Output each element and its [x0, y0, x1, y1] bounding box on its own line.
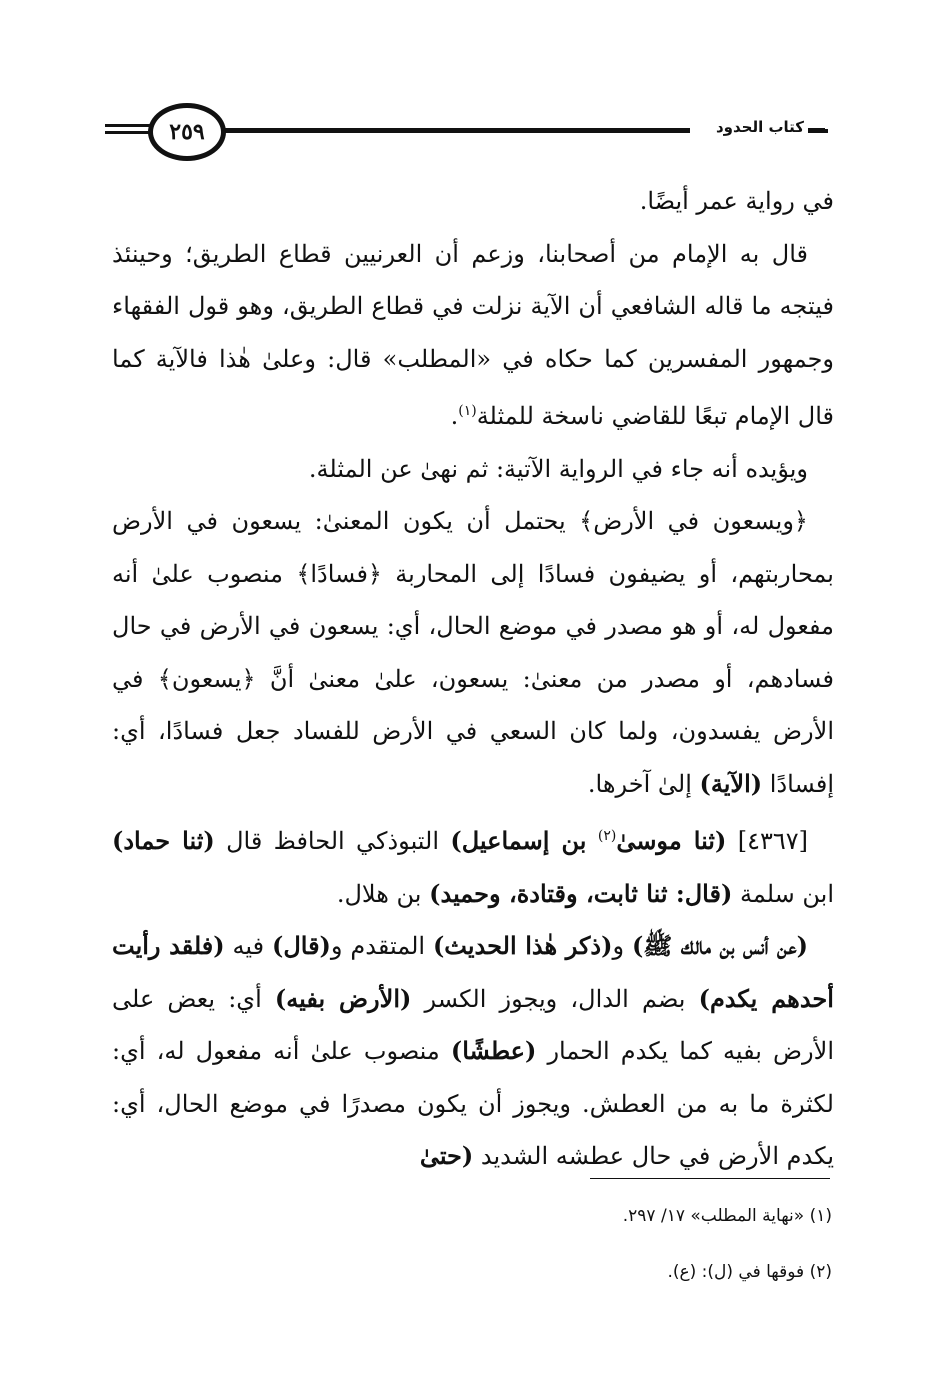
- page-number: [148, 103, 226, 161]
- paragraph-2: [112, 228, 834, 443]
- paragraph-4: [112, 495, 834, 810]
- p6-bold-5: (الأرض بفيه): [274, 983, 412, 1013]
- header-double-rule: [105, 124, 153, 134]
- p6-bold-2: (ذكر هٰذا الحديث): [432, 931, 613, 960]
- hadith-number: [٤٣٦٧]: [737, 827, 809, 855]
- p5-bold-4: (قال: ثنا ثابت، وقتادة، وحميد): [429, 878, 733, 908]
- footnote-1: (١) «نهاية المطلب» ١٧/ ٢٩٧.: [622, 1206, 832, 1226]
- p6-text-2: المتقدم و: [330, 932, 426, 960]
- p6-bold-4: (فلقد رأيت أحدهم يكدم): [112, 931, 834, 1013]
- page-number-text: ٢٥٩: [169, 119, 205, 145]
- p6-text-4: بضم الدال، ويجوز الكسر: [424, 984, 686, 1013]
- p5-text-3: بن هلال.: [336, 879, 422, 908]
- p6-text-3: فيه: [232, 932, 265, 960]
- p6-bold-6: (عطشًا): [450, 1036, 537, 1065]
- paragraph-4-bold: (الآية): [699, 768, 763, 798]
- p6-bold-3: (قال): [271, 931, 331, 960]
- paragraph-6: [112, 920, 834, 1183]
- footnote-ref-2[interactable]: (٢): [597, 828, 617, 844]
- paragraph-2-end: .: [450, 402, 459, 430]
- paragraph-4-end: إلىٰ آخرها.: [587, 769, 692, 798]
- p6-bold-1: (عن أنس بن مالك ﷺ): [631, 931, 808, 960]
- p6-text-5: أي: يعض على الأرض بفيه كما يكدم الحمار: [112, 984, 834, 1065]
- footnote-separator: [590, 1178, 830, 1179]
- paragraph-4-text: ﴿ويسعون في الأرض﴾ يحتمل أن يكون المعنىٰ: يسعون في الأرض بمحاربتهم، أو يضيفون فسادًا إلى المحاربة ﴿فسادًا﴾ منصوب علىٰ أنه مفعول له، أو هو مصدر في موضع الحال، أي: يسعون في الأرض في حال فسادهم، أو مصدر من معنىٰ: يسعون، علىٰ معنىٰ أنَّ ﴿يسعون﴾ في الأرض يفسدون، ولما كان السعي في الأرض للفساد جعل فسادًا، أي: إفسادًا: [112, 507, 834, 798]
- p6-text-1: و: [612, 932, 625, 960]
- p5-text-2: ابن سلمة: [739, 879, 834, 908]
- p5-bold-2: بن إسماعيل): [450, 826, 587, 855]
- paragraph-2-text: قال به الإمام من أصحابنا، وزعم أن العرنيين قطاع الطريق؛ وحينئذ فيتجه ما قاله الشافعي أن الآية نزلت في قطاع الطريق، وهو قول الفقهاء وجمهور المفسرين كما حكاه في «المطلب» قال: وعلىٰ هٰذا فالآية كما قال الإمام تبعًا للقاضي ناسخة للمثلة: [112, 239, 834, 430]
- running-head: كتاب الحدود: [690, 118, 808, 136]
- paragraph-1: [112, 175, 834, 228]
- paragraph-3-text: ويؤيده أنه جاء في الرواية الآتية: ثم نهىٰ عن المثلة.: [308, 454, 808, 483]
- p6-bold-7: (حتىٰ: [419, 1141, 474, 1170]
- main-text: [112, 175, 834, 1183]
- paragraph-3: [112, 443, 834, 496]
- paragraph-1-text: في رواية عمر أيضًا.: [639, 187, 834, 215]
- p5-text-1: التبوذكي الحافظ قال: [226, 827, 440, 855]
- footnote-2: (٢) فوقها في (ل): (ع).: [667, 1262, 832, 1282]
- p5-bold-3: (ثنا حماد): [112, 826, 215, 855]
- footnotes: [400, 1188, 832, 1300]
- p5-bold-1: (ثنا موسىٰ: [616, 826, 727, 855]
- paragraph-5: [112, 810, 834, 920]
- p6-text-6: منصوب علىٰ أنه مفعول له، أي: لكثرة ما به من العطش. ويجوز أن يكون مصدرًا في موضع الحال، أي: يكدم الأرض في حال عطشه الشديد: [112, 1037, 834, 1170]
- footnote-ref-1[interactable]: (١): [458, 403, 477, 419]
